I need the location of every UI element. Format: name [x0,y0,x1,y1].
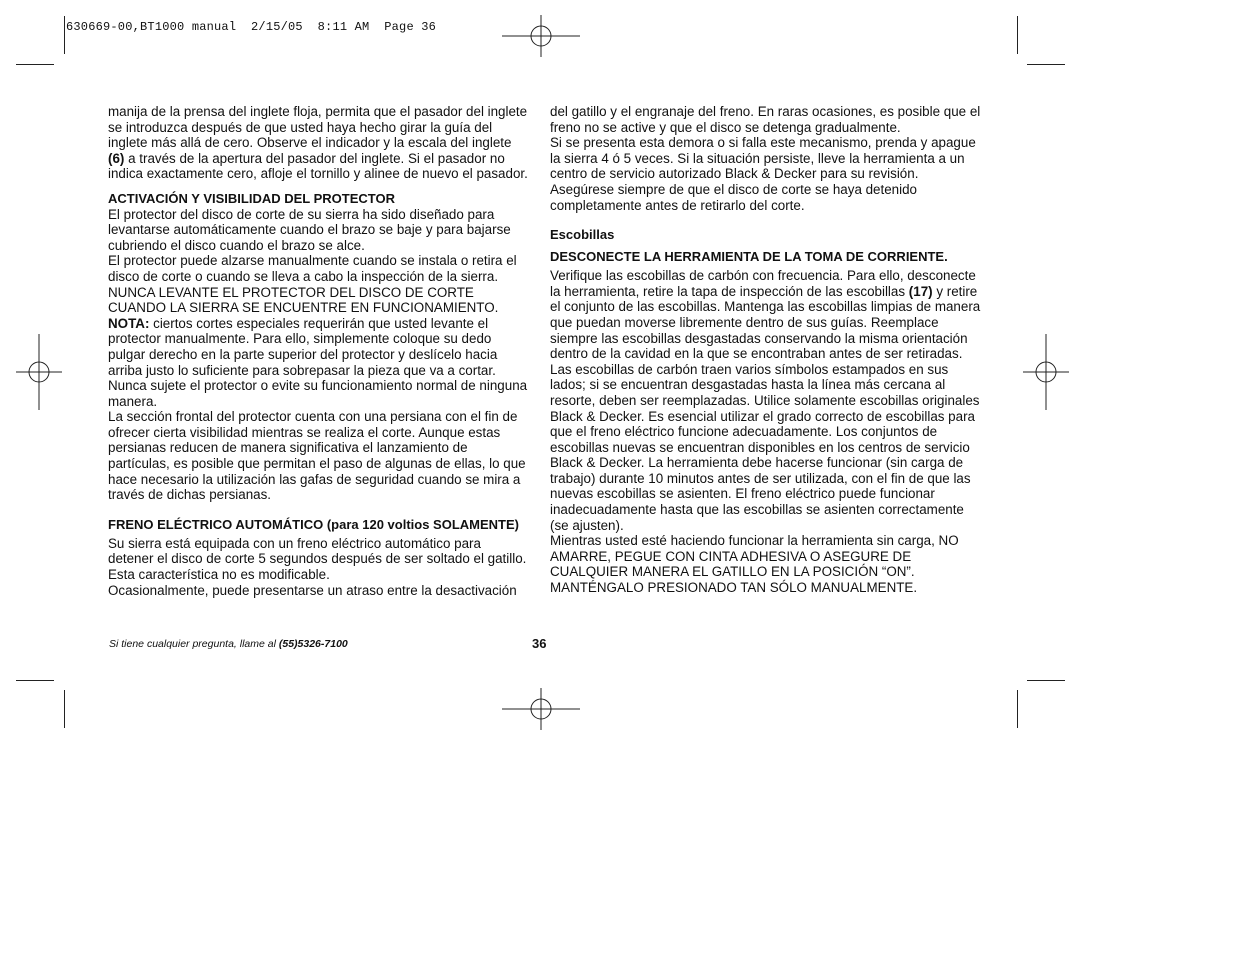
crop-mark-top-left-v [64,16,65,54]
paragraph-louver: La sección frontal del protector cuenta con una persiana con el fin de ofrecer cierta visibilidad mientras se realiza el corte. Aunque estas persianas reducen de manera significativa el lanzamiento de partículas, es posible que permitan el paso de algunas de ellas, lo que hace necesario la utilización las gafas de seguridad cuando se mira a través de dichas persianas. [108,409,526,503]
heading-brushes: Escobillas [550,227,615,243]
crop-mark-bottom-right-v [1017,690,1018,728]
footer-contact: Si tiene cualquier pregunta, llame al (55)5326-7100 [109,638,348,650]
paragraph-brush-inspection: Verifique las escobillas de carbón con frecuencia. Para ello, desconecte la herramienta, retire la tapa de inspección de las escobillas (17) y retire el conjunto de las escobillas. Mantenga las escobillas limpias de manera que puedan moverse libremente dentro de sus guías. Reemplace siempre las escobillas desgastadas conservando la misma orientación dentro de la cavidad en la que se encontraban antes de ser retiradas. Las escobillas de carbón traen varios símbolos estampados en sus lados; si se encuentran desgastadas hasta la línea más cercana al resorte, deben ser reemplazadas. Utilice solamente escobillas originales Black & Decker. Es esencial utilizar el grado correcto de escobillas para que el freno eléctrico funcione adecuadamente. Los conjuntos de escobillas nuevas se encuentran disponibles en los centros de servicio Black & Decker. La herramienta debe hacerse funcionar (sin carga de trabajo) durante 10 minutos antes de ser utilizada, con el fin de que las nuevas escobillas se asienten. El freno eléctrico puede funcionar inadecuadamente hasta que las escobillas se asienten correctamente (se ajusten). [550,268,981,533]
heading-guard-activation: ACTIVACIÓN Y VISIBILIDAD DEL PROTECTOR [108,190,395,206]
crop-mark-bottom-left-h [16,680,54,681]
heading-disconnect: DESCONECTE LA HERRAMIENTA DE LA TOMA DE CORRIENTE. [550,249,948,265]
left-column [108,104,530,598]
footer-phone: (55)5326-7100 [278,638,348,650]
heading-electric-brake: FRENO ELÉCTRICO AUTOMÁTICO (para 120 voltios SOLAMENTE) [108,516,519,532]
registration-mark-left [16,334,62,410]
registration-mark-right [1023,334,1069,410]
crop-mark-bottom-right-h [1027,680,1065,681]
crop-mark-top-right-h [1027,64,1065,65]
paragraph-blade-stop: Asegúrese siempre de que el disco de corte se haya detenido completamente antes de retirarlo del corte. [550,181,917,213]
crop-mark-top-left-h [16,64,54,65]
paragraph-guard-design: El protector del disco de corte de su sierra ha sido diseñado para levantarse automáticamente cuando el brazo se baje y para bajarse cubriendo el disco cuando el brazo se alce. [108,206,511,253]
crop-mark-top-right-v [1017,16,1018,54]
paragraph-guard-manual: El protector puede alzarse manualmente cuando se instala o retira el disco de corte o cuando se lleva a cabo la inspección de la sierra. NUNCA LEVANTE EL PROTECTOR DEL DISCO DE CORTE CUANDO LA SIERRA SE ENCUENTRE EN FUNCIONAMIENTO. [108,253,517,316]
paragraph-brake-delay: Ocasionalmente, puede presentarse un atraso entre la desactivación [108,582,517,598]
paragraph-brake-failure: Si se presenta esta demora o si falla este mecanismo, prenda y apague la sierra 4 ó 5 veces. Si la situación persiste, lleve la herramienta a un centro de servicio autorizado Black & Decker para su revisión. [550,135,976,182]
paragraph-miter-pin: manija de la prensa del inglete floja, permita que el pasador del inglete se introduzca después de que usted haya hecho girar la guía del inglete más allá de cero. Observe el indicador y la escala del inglete (6) a través de la apertura del pasador del inglete. Si el pasador no indica exactamente cero, afloje el tornillo y alinee de nuevo el pasador. [108,104,528,182]
crop-mark-bottom-left-v [64,690,65,728]
registration-mark-bottom [502,688,580,730]
paragraph-trigger-warning: Mientras usted esté haciendo funcionar la herramienta sin carga, NO AMARRE, PEGUE CON CINTA ADHESIVA O ASEGURE DE CUALQUIER MANERA EL GATILLO EN LA POSICIÓN “ON”. MANTÉNGALO PRESIONADO TAN SÓLO MANUALMENTE. [550,533,959,596]
paragraph-brake-desc: Su sierra está equipada con un freno eléctrico automático para detener el disco de corte 5 segundos después de ser soltado el gatillo. Esta característica no es modificable. [108,535,527,583]
right-column [550,104,982,596]
paragraph-brake-continue: del gatillo y el engranaje del freno. En raras ocasiones, es posible que el freno no se active y que el disco se detenga gradualmente. [550,104,981,135]
paragraph-note: NOTA: ciertos cortes especiales requerirán que usted levante el protector manualmente. Para ello, simplemente coloque su dedo pulgar derecho en la parte superior del protector y deslícelo hacia arriba justo lo suficiente para sobrepasar la pieza que va a cortar. Nunca sujete el protector o evite su funcionamiento normal de ninguna manera. [108,315,528,409]
registration-mark-top [502,15,580,57]
page-number: 36 [532,636,547,651]
print-slug: 630669-00,BT1000 manual 2/15/05 8:11 AM Page 36 [66,20,437,34]
